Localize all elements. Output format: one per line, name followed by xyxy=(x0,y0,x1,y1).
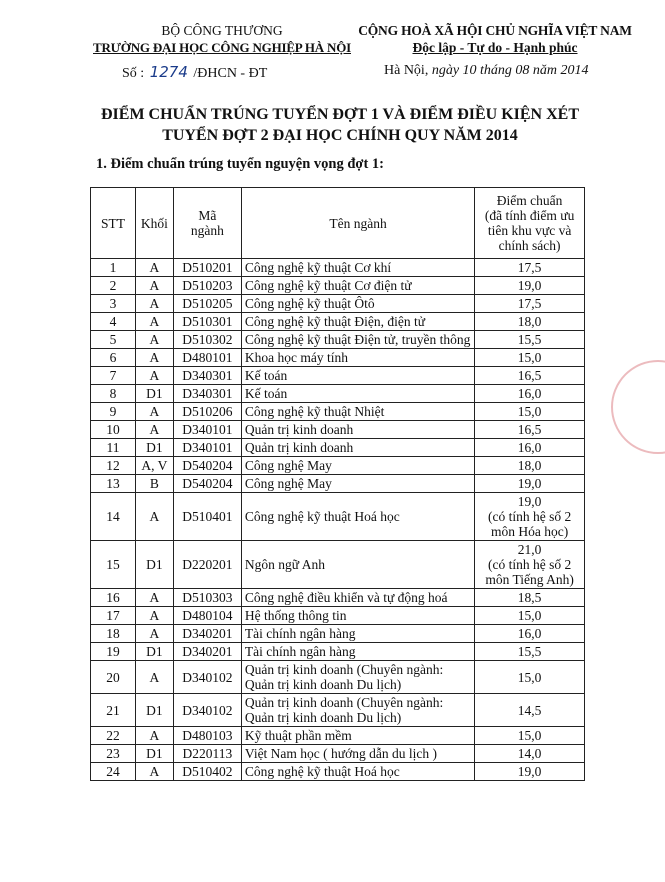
cell-diem-chuan xyxy=(475,331,585,349)
table-row xyxy=(91,475,585,493)
table-row xyxy=(91,259,585,277)
score-value: 19,0 xyxy=(517,764,542,779)
cell-ten-nganh: Ngôn ngữ Anh xyxy=(241,541,474,589)
cell-ma-nganh: D540204 xyxy=(173,475,241,493)
cell-ten-nganh: Công nghệ kỹ thuật Cơ khí xyxy=(241,259,474,277)
cell-stt: 17 xyxy=(91,607,136,625)
cell-diem-chuan xyxy=(475,589,585,607)
cell-khoi: A xyxy=(135,295,173,313)
cell-khoi: D1 xyxy=(135,643,173,661)
cell-ten-nganh: Công nghệ kỹ thuật Hoá học xyxy=(241,763,474,781)
cell-khoi: A xyxy=(135,421,173,439)
score-value: 16,0 xyxy=(517,386,542,401)
cell-stt: 22 xyxy=(91,727,136,745)
table-row xyxy=(91,745,585,763)
table-row xyxy=(91,367,585,385)
header-diem-line1: Điểm chuẩn xyxy=(496,193,563,208)
cell-ten-nganh: Kế toán xyxy=(241,385,474,403)
score-value: 15,0 xyxy=(517,669,542,685)
score-value: 18,0 xyxy=(517,458,542,473)
header-diem-line2: (đã tính điểm ưu xyxy=(484,208,575,223)
table-row xyxy=(91,694,585,727)
cell-diem-chuan xyxy=(475,625,585,643)
cell-stt: 23 xyxy=(91,745,136,763)
score-value: 19,0 xyxy=(517,494,542,509)
cell-ten-nganh: Việt Nam học ( hướng dẫn du lịch ) xyxy=(241,745,474,763)
table-row xyxy=(91,589,585,607)
document-number xyxy=(122,63,267,82)
date-line xyxy=(384,63,589,79)
cell-ma-nganh: D510401 xyxy=(173,493,241,541)
school-name: TRƯỜNG ĐẠI HỌC CÔNG NGHIỆP HÀ NỘI xyxy=(93,40,351,55)
cell-ten-nganh: Quản trị kinh doanh xyxy=(241,421,474,439)
cell-stt: 21 xyxy=(91,694,136,727)
issuer-block xyxy=(92,22,352,56)
cell-stt: 7 xyxy=(91,367,136,385)
cell-khoi: D1 xyxy=(135,541,173,589)
cell-ma-nganh: D510302 xyxy=(173,331,241,349)
cell-stt: 12 xyxy=(91,457,136,475)
cell-ma-nganh: D480104 xyxy=(173,607,241,625)
score-value: 15,5 xyxy=(517,332,542,347)
header-ma-line2: ngành xyxy=(190,223,224,238)
table-row xyxy=(91,421,585,439)
table-row xyxy=(91,661,585,694)
score-value: 17,5 xyxy=(517,296,542,311)
cell-diem-chuan xyxy=(475,763,585,781)
document-title xyxy=(60,104,620,146)
title-line-2: TUYỂN ĐỢT 2 ĐẠI HỌC CHÍNH QUY NĂM 2014 xyxy=(162,127,518,144)
cell-diem-chuan xyxy=(475,439,585,457)
cell-diem-chuan xyxy=(475,745,585,763)
cell-stt: 1 xyxy=(91,259,136,277)
cell-ten-nganh: Hệ thống thông tin xyxy=(241,607,474,625)
table-row xyxy=(91,763,585,781)
cell-ma-nganh: D480101 xyxy=(173,349,241,367)
table-row xyxy=(91,457,585,475)
score-value: 15,5 xyxy=(517,644,542,659)
cell-ten-nganh: Công nghệ kỹ thuật Cơ điện tử xyxy=(241,277,474,295)
table-row xyxy=(91,541,585,589)
header-diem-line3: tiên khu vực và xyxy=(487,223,572,238)
cell-diem-chuan xyxy=(475,493,585,541)
cell-ten-nganh: Công nghệ May xyxy=(241,475,474,493)
cell-ma-nganh: D510402 xyxy=(173,763,241,781)
cell-khoi: D1 xyxy=(135,745,173,763)
cell-ma-nganh: D340102 xyxy=(173,694,241,727)
cell-ma-nganh: D510205 xyxy=(173,295,241,313)
score-value: 15,0 xyxy=(517,404,542,419)
cell-khoi: A xyxy=(135,403,173,421)
cell-ten-nganh: Công nghệ điều khiển và tự động hoá xyxy=(241,589,474,607)
cell-diem-chuan xyxy=(475,295,585,313)
cell-stt: 8 xyxy=(91,385,136,403)
table-row xyxy=(91,277,585,295)
national-motto-block xyxy=(340,22,650,56)
score-value: 15,0 xyxy=(517,608,542,623)
cell-diem-chuan xyxy=(475,421,585,439)
cell-khoi: A xyxy=(135,331,173,349)
cell-khoi: B xyxy=(135,475,173,493)
cell-ten-nganh: Công nghệ May xyxy=(241,457,474,475)
table-row xyxy=(91,607,585,625)
cell-stt: 24 xyxy=(91,763,136,781)
date: ngày 10 tháng 08 năm 2014 xyxy=(431,63,589,78)
cell-stt: 16 xyxy=(91,589,136,607)
doc-number-handwritten: 1274 xyxy=(149,63,188,81)
cell-khoi: A xyxy=(135,367,173,385)
score-value: 14,5 xyxy=(517,702,542,718)
cell-ma-nganh: D340102 xyxy=(173,661,241,694)
table-row xyxy=(91,493,585,541)
cell-khoi: A xyxy=(135,277,173,295)
cell-khoi: A xyxy=(135,259,173,277)
cell-diem-chuan xyxy=(475,313,585,331)
cell-ma-nganh: D510301 xyxy=(173,313,241,331)
cell-ten-nganh: Tài chính ngân hàng xyxy=(241,643,474,661)
cell-diem-chuan xyxy=(475,607,585,625)
cell-khoi: A xyxy=(135,661,173,694)
table-row xyxy=(91,625,585,643)
score-note: môn Hóa học) xyxy=(490,524,569,539)
cell-ten-nganh: Quản trị kinh doanh (Chuyên ngành: Quản trị kinh doanh Du lịch) xyxy=(241,694,474,727)
cell-ma-nganh: D340101 xyxy=(173,439,241,457)
score-value: 15,0 xyxy=(517,350,542,365)
cell-diem-chuan xyxy=(475,661,585,694)
cell-ten-nganh: Quản trị kinh doanh xyxy=(241,439,474,457)
score-note: môn Tiếng Anh) xyxy=(485,572,574,587)
score-note: (có tính hệ số 2 xyxy=(487,509,572,524)
cell-khoi: A xyxy=(135,625,173,643)
cell-khoi: A xyxy=(135,607,173,625)
score-value: 16,0 xyxy=(517,440,542,455)
cell-khoi: A xyxy=(135,727,173,745)
cell-ma-nganh: D510201 xyxy=(173,259,241,277)
cell-ma-nganh: D340301 xyxy=(173,385,241,403)
score-value: 18,0 xyxy=(517,314,542,329)
cell-stt: 5 xyxy=(91,331,136,349)
cell-stt: 15 xyxy=(91,541,136,589)
table-row xyxy=(91,385,585,403)
cell-stt: 4 xyxy=(91,313,136,331)
table-header-row xyxy=(91,188,585,259)
cell-stt: 2 xyxy=(91,277,136,295)
cell-ten-nganh: Tài chính ngân hàng xyxy=(241,625,474,643)
cell-diem-chuan xyxy=(475,403,585,421)
score-value: 16,5 xyxy=(517,422,542,437)
cell-stt: 9 xyxy=(91,403,136,421)
cell-diem-chuan xyxy=(475,385,585,403)
table-row xyxy=(91,403,585,421)
cell-diem-chuan xyxy=(475,259,585,277)
cell-ma-nganh: D340301 xyxy=(173,367,241,385)
admission-scores-table xyxy=(90,187,585,781)
cell-stt: 13 xyxy=(91,475,136,493)
cell-ten-nganh: Kỹ thuật phần mềm xyxy=(241,727,474,745)
cell-diem-chuan xyxy=(475,367,585,385)
score-value: 16,5 xyxy=(517,368,542,383)
cell-ten-nganh: Công nghệ kỹ thuật Điện, điện tử xyxy=(241,313,474,331)
cell-ma-nganh: D510206 xyxy=(173,403,241,421)
header-ma-line1: Mã xyxy=(198,208,217,223)
score-value: 19,0 xyxy=(517,476,542,491)
cell-stt: 20 xyxy=(91,661,136,694)
score-value: 17,5 xyxy=(517,260,542,275)
header-khoi: Khối xyxy=(135,188,173,259)
table-row xyxy=(91,439,585,457)
cell-stt: 14 xyxy=(91,493,136,541)
header-diem-chuan xyxy=(475,188,585,259)
score-note: (có tính hệ số 2 xyxy=(487,557,572,572)
table-row xyxy=(91,331,585,349)
cell-ten-nganh: Công nghệ kỹ thuật Ôtô xyxy=(241,295,474,313)
header-diem-line4: chính sách) xyxy=(498,238,561,253)
red-seal-stamp xyxy=(611,360,665,454)
cell-ten-nganh: Kế toán xyxy=(241,367,474,385)
cell-ten-nganh: Công nghệ kỹ thuật Hoá học xyxy=(241,493,474,541)
cell-ten-nganh: Công nghệ kỹ thuật Điện tử, truyền thông xyxy=(241,331,474,349)
nation-name: CỘNG HOÀ XÃ HỘI CHỦ NGHĨA VIỆT NAM xyxy=(358,23,632,38)
cell-stt: 11 xyxy=(91,439,136,457)
cell-stt: 18 xyxy=(91,625,136,643)
cell-diem-chuan xyxy=(475,643,585,661)
section-heading: 1. Điểm chuẩn trúng tuyển nguyện vọng đợt 1: xyxy=(96,156,384,172)
cell-stt: 3 xyxy=(91,295,136,313)
cell-ma-nganh: D540204 xyxy=(173,457,241,475)
cell-ma-nganh: D340201 xyxy=(173,643,241,661)
cell-ten-nganh: Khoa học máy tính xyxy=(241,349,474,367)
cell-ten-nganh: Công nghệ kỹ thuật Nhiệt xyxy=(241,403,474,421)
cell-khoi: A, V xyxy=(135,457,173,475)
cell-khoi: A xyxy=(135,349,173,367)
score-value: 18,5 xyxy=(517,590,542,605)
cell-diem-chuan xyxy=(475,694,585,727)
cell-khoi: D1 xyxy=(135,385,173,403)
cell-ma-nganh: D340201 xyxy=(173,625,241,643)
cell-ma-nganh: D340101 xyxy=(173,421,241,439)
table-row xyxy=(91,349,585,367)
score-value: 14,0 xyxy=(517,746,542,761)
cell-ma-nganh: D510303 xyxy=(173,589,241,607)
cell-diem-chuan xyxy=(475,349,585,367)
doc-number-prefix: Số : xyxy=(122,66,145,81)
table-row xyxy=(91,295,585,313)
cell-diem-chuan xyxy=(475,277,585,295)
cell-ten-nganh: Quản trị kinh doanh (Chuyên ngành: Quản trị kinh doanh Du lịch) xyxy=(241,661,474,694)
title-line-1: ĐIỂM CHUẨN TRÚNG TUYỂN ĐỢT 1 VÀ ĐIỂM ĐIỀU KIỆN XÉT xyxy=(101,106,579,123)
table-row xyxy=(91,727,585,745)
ministry-name: BỘ CÔNG THƯƠNG xyxy=(161,23,283,38)
header-ten-nganh: Tên ngành xyxy=(241,188,474,259)
cell-khoi: A xyxy=(135,763,173,781)
place: Hà Nội, xyxy=(384,63,429,78)
score-value: 19,0 xyxy=(517,278,542,293)
score-value: 15,0 xyxy=(517,728,542,743)
cell-diem-chuan xyxy=(475,475,585,493)
cell-ma-nganh: D510203 xyxy=(173,277,241,295)
header-ma-nganh xyxy=(173,188,241,259)
cell-stt: 19 xyxy=(91,643,136,661)
table-row xyxy=(91,643,585,661)
cell-diem-chuan xyxy=(475,727,585,745)
header-stt: STT xyxy=(91,188,136,259)
cell-khoi: D1 xyxy=(135,439,173,457)
cell-ma-nganh: D480103 xyxy=(173,727,241,745)
cell-ma-nganh: D220113 xyxy=(173,745,241,763)
motto: Độc lập - Tự do - Hạnh phúc xyxy=(412,40,578,55)
cell-khoi: D1 xyxy=(135,694,173,727)
cell-khoi: A xyxy=(135,493,173,541)
score-value: 16,0 xyxy=(517,626,542,641)
cell-khoi: A xyxy=(135,313,173,331)
cell-stt: 10 xyxy=(91,421,136,439)
cell-stt: 6 xyxy=(91,349,136,367)
cell-diem-chuan xyxy=(475,541,585,589)
table-row xyxy=(91,313,585,331)
cell-ma-nganh: D220201 xyxy=(173,541,241,589)
cell-diem-chuan xyxy=(475,457,585,475)
cell-khoi: A xyxy=(135,589,173,607)
score-value: 21,0 xyxy=(517,542,542,557)
doc-number-suffix: /ĐHCN - ĐT xyxy=(193,66,268,81)
